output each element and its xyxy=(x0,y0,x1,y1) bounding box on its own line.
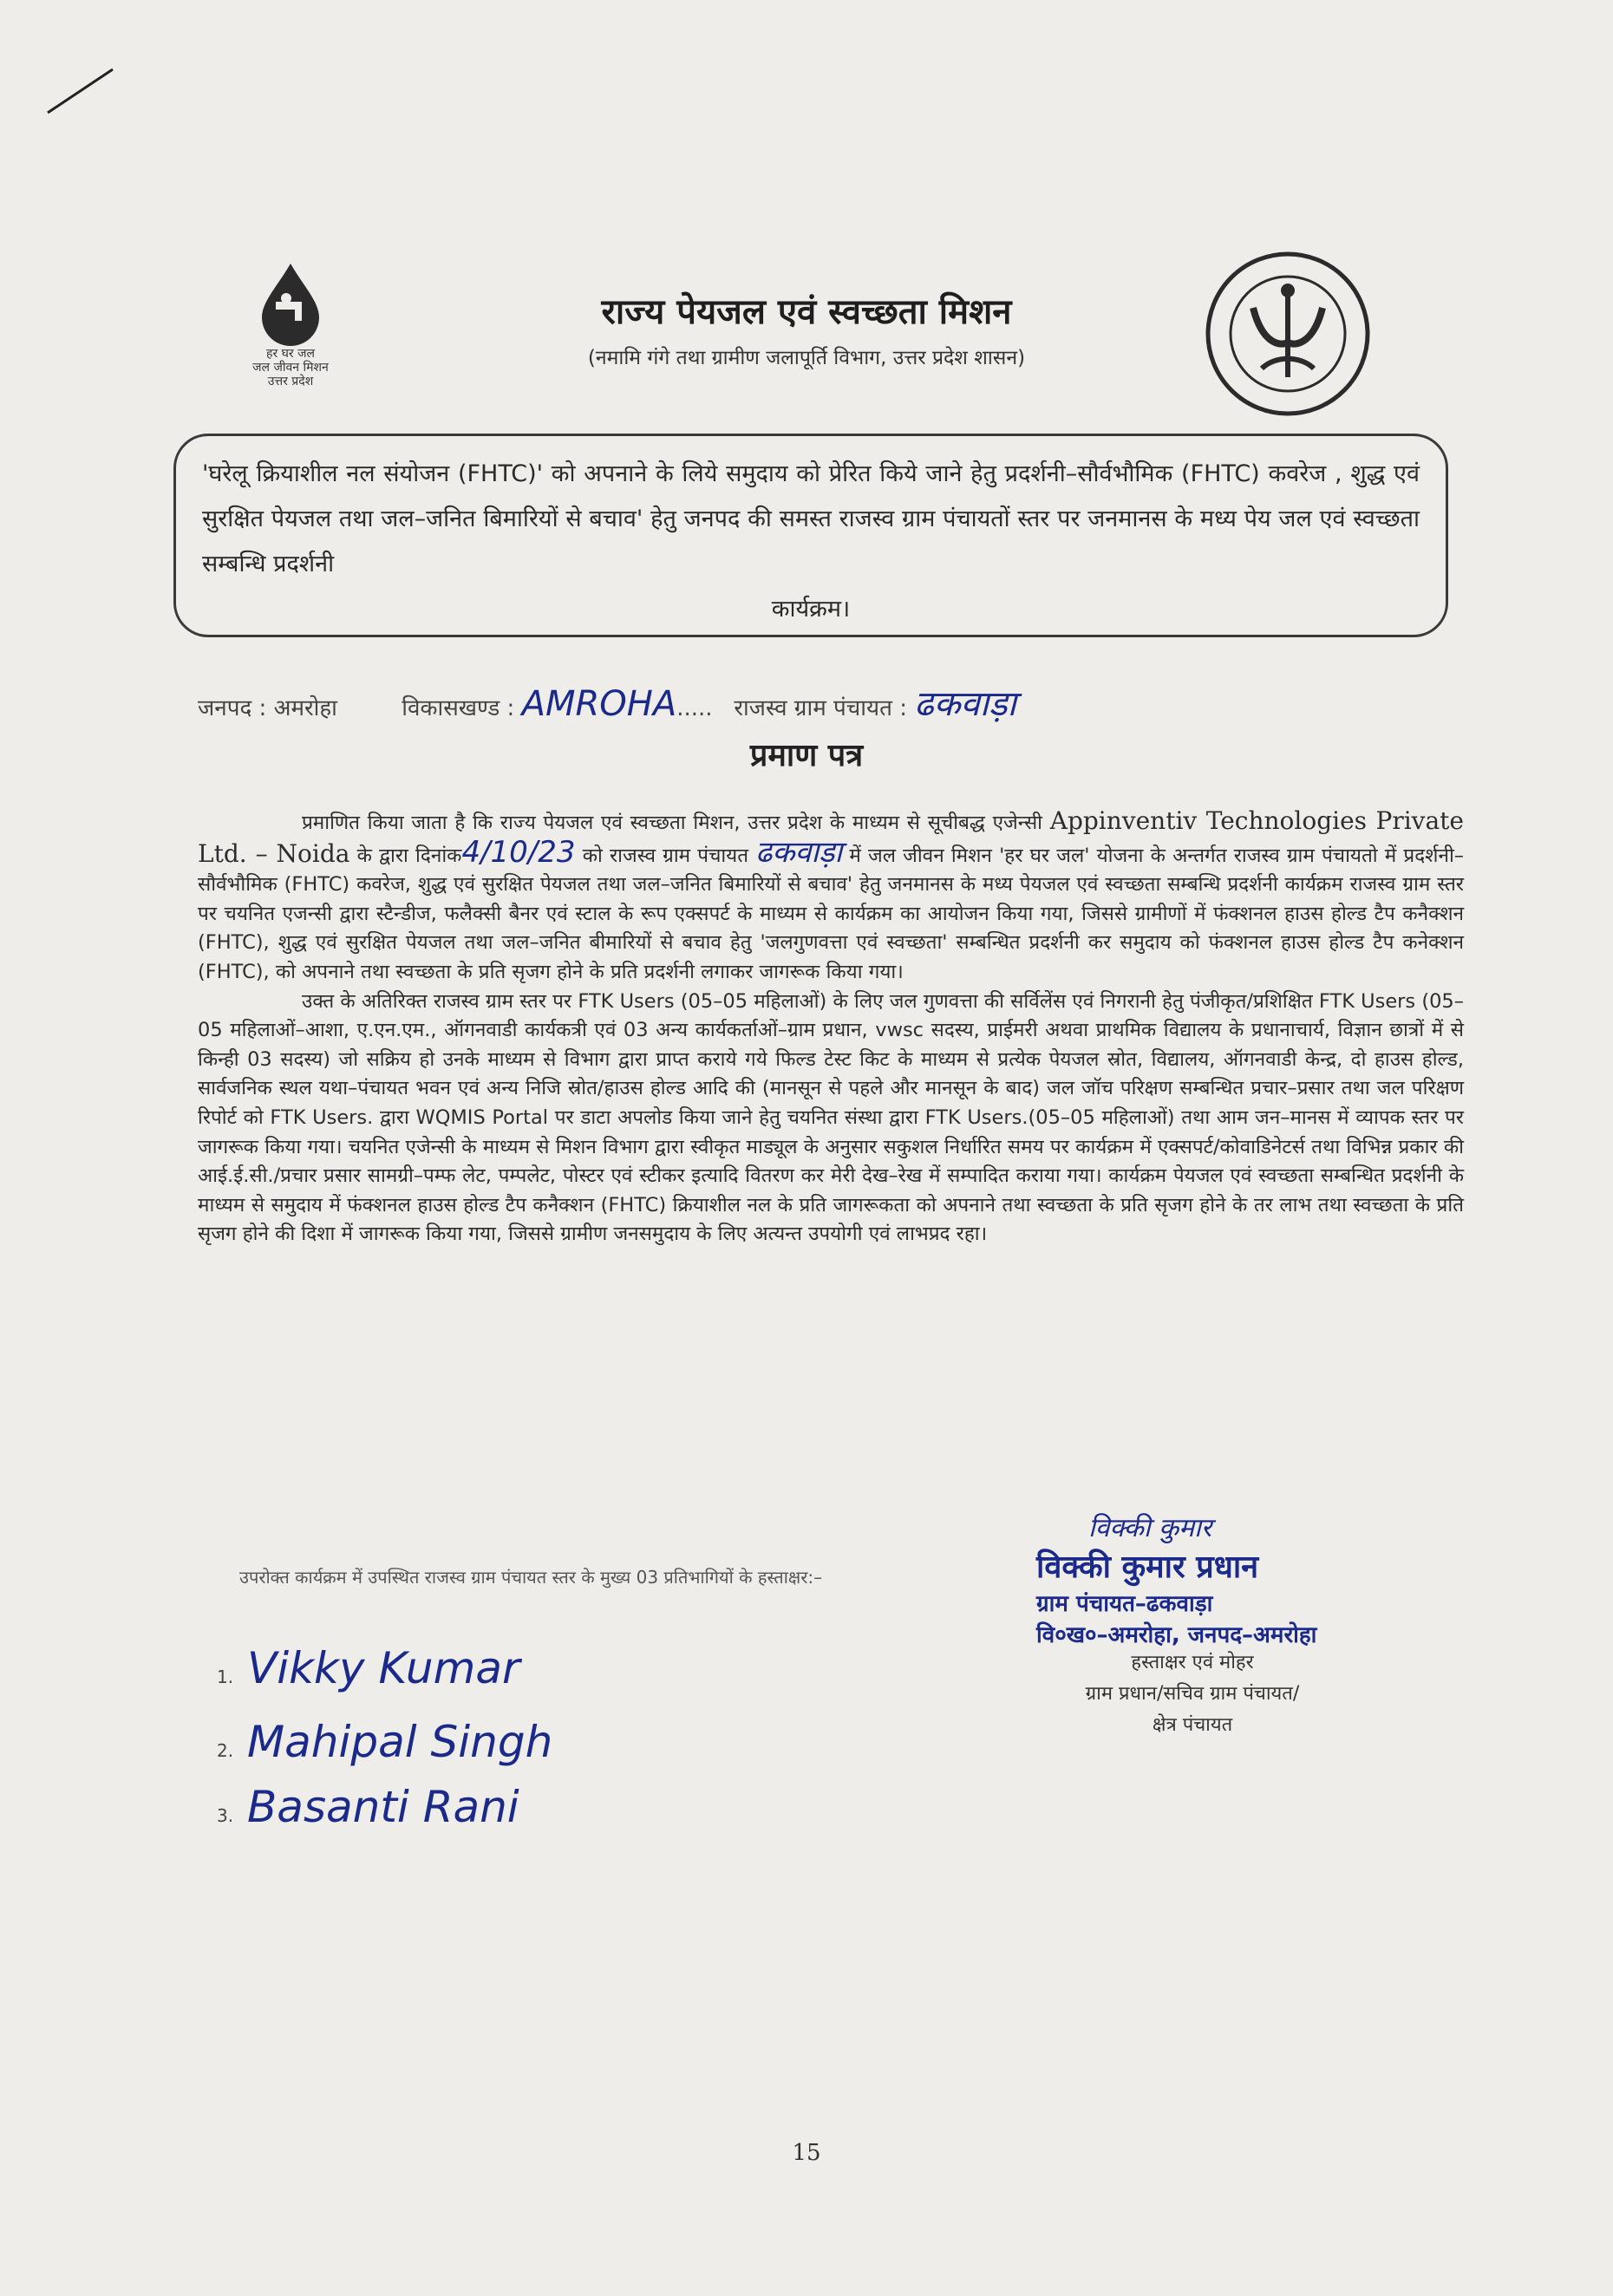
up-government-seal-icon xyxy=(1201,247,1375,421)
signature-note: उपरोक्त कार्यक्रम में उपस्थित राजस्व ग्राम पंचायत स्तर के मुख्य 03 प्रतिभागियों के हस्ताक्षर:– xyxy=(239,1567,823,1588)
panchayat-label: राजस्व ग्राम पंचायत : xyxy=(734,695,907,721)
program-title-line-2: प्रदर्शनी–सौर्वभौमिक (FHTC) कवरेज , शुद्ध एवं सुरक्षित पेयजल तथा जल–जनित बिमारियों से बचाव' हेतु xyxy=(202,460,1420,532)
agency-name: Appinventiv Technologies Private Ltd. – Noida xyxy=(198,806,1464,868)
p1-panchayat-label: को राजस्व ग्राम पंचायत xyxy=(582,844,749,867)
stamp-line-3: वि०ख०–अमरोहा, जनपद–अमरोहा xyxy=(1036,1622,1317,1648)
location-line xyxy=(198,678,1429,726)
pradhan-stamp xyxy=(1036,1509,1444,1649)
stamp-line-1: विक्की कुमार प्रधान xyxy=(1036,1549,1259,1585)
pen-mark-icon xyxy=(43,65,121,117)
logo-caption-1: हर घर जल xyxy=(266,347,315,361)
witness-2-number: 2. xyxy=(217,1740,234,1761)
body-paragraph-2: उक्त के अतिरिक्त राजस्व ग्राम स्तर पर FTK Users (05–05 महिलाओं) के लिए जल गुणवत्ता की सर्विलेंस एवं निगरानी हेतु पंजीकृत/प्रशिक्षित FTK Users (05–05 महिलाओं–आशा, ए.एन.एम., ऑगनवाडी कार्यकत्री एवं 03 अन्य कार्यकर्ताओं–ग्राम प्रधान, vwsc सदस्य, प्राईमरी अथवा प्राथमिक विद्यालय के प्रधानाचार्य, विज्ञान छात्रों में से किन्ही 03 सदस्य) जो सक्रिय हो उनके माध्यम से विभाग द्वारा प्राप्त कराये गये फिल्ड टेस्ट किट के माध्यम से प्रत्येक पेयजल स्रोत, विद्यालय, ऑगनवाडी केन्द्र, दो हाउस होल्ड, सार्वजनिक स्थल यथा–पंचायत भवन एवं अन्य निजि स्रोत/हाउस होल्ड आदि की (मानसून से पहले और मानसून के बाद) जल जॉच परिक्षण सम्बन्धित प्रचार–प्रसार तथा जल परिक्षण रिपोर्ट को FTK Users. द्वारा WQMIS Portal पर डाटा अपलोड किया जाने हेतु चयनित संस्था द्वारा FTK Users.(05–05 महिलाओं) तथा आम जन–मानस में व्यापक स्तर पर जागरूक किया गया। चयनित एजेन्सी के माध्यम से मिशन विभाग द्वारा स्वीकृत माड्यूल के अनुसार सकुशल निर्धारित समय पर कार्यक्रम में एक्सपर्ट/कोवाडिनेटर्स तथा विभिन्न प्रकार की आई.ई.सी./प्रचार प्रसार सामग्री–पम्फ लेट, पम्पलेट, पोस्टर एवं स्टीकर इत्यादि वितरण कर मेरी देख–रेख में सम्पादित कराया गया। कार्यक्रम पेयजल एवं स्वच्छता सम्बन्धित प्रदर्शनी के माध्यम से समुदाय में फंक्शनल हाउस होल्ड टैप कनैक्शन (FHTC) क्रियाशील नल के प्रति जागरूकता को अपनाने तथा स्वच्छता के प्रति सृजग होने के तर लाभ तथा स्वच्छता के प्रति सृजग होने की दिशा में जागरूक किया गया, जिससे ग्रामीण जनसमुदाय के लिए अत्यन्त उपयोगी एवं लाभप्रद रहा। xyxy=(198,989,1464,1246)
certificate-body xyxy=(198,806,1464,1249)
witness-2-name: Mahipal Singh xyxy=(247,1717,553,1767)
witness-3-number: 3. xyxy=(217,1805,234,1826)
p1-panchayat-value: ढकवाड़ा xyxy=(755,834,843,870)
program-title-line-4: कार्यक्रम। xyxy=(771,596,851,623)
witness-3 xyxy=(217,1782,519,1832)
stamp-line-2: ग्राम पंचायत–ढकवाड़ा xyxy=(1036,1591,1213,1617)
certificate-title: प्रमाण पत्र xyxy=(749,738,864,773)
witness-1-name: Vikky Kumar xyxy=(247,1643,520,1693)
seal-line-3: क्षेत्र पंचायत xyxy=(1152,1714,1233,1736)
program-title-line-1: 'घरेलू क्रियाशील नल संयोजन (FHTC)' को अपनाने के लिये समुदाय को प्रेरित किये जाने हेतु xyxy=(202,460,996,487)
seal-line-2: ग्राम प्रधान/सचिव ग्राम पंचायत/ xyxy=(1085,1683,1300,1705)
p1-rest: में जल जीवन मिशन 'हर घर जल' योजना के अन्तर्गत राजस्व ग्राम पंचायतो में प्रदर्शनी–सौर्वभौमिक (FHTC) कवरेज, शुद्ध एवं सुरक्षित पेयजल तथा जल–जनित बिमारियों से बचाव' हेतु जनमानस के मध्य पेयजल एवं स्वच्छता सम्बन्धि प्रदर्शनी कार्यक्रम राजस्व ग्राम स्तर पर चयनित एजन्सी द्वारा स्टैन्डीज, फलैक्सी बैनर एवं स्टाल के रूप एक्सपर्ट के माध्यम से कार्यक्रम का आयोजन किया गया, जिससे ग्रामीणों में फंक्शनल हाउस होल्ड टैप कनैक्शन (FHTC), शुद्ध एवं सुरक्षित पेयजल तथा जल–जनित बीमारियों से बचाव हेतु 'जलगुणवत्ता एवं स्वच्छता' सम्बन्धित प्रदर्शनी कर समुदाय को फंक्शनल हाउस होल्ड टैप कनेक्शन (FHTC), को अपनाने तथा स्वच्छता के प्रति सृजग होने के प्रति प्रदर्शनी लगाकर जागरूक किया गया। xyxy=(198,844,1465,983)
program-title-line-3: जनपद की समस्त राजस्व ग्राम पंचायतों स्तर पर जनमानस के मध्य पेय जल एवं स्वच्छता सम्बन्धि प्रदर्शनी xyxy=(202,506,1420,577)
witness-3-name: Basanti Rani xyxy=(247,1782,519,1832)
mission-title: राज्य पेयजल एवं स्वच्छता मिशन xyxy=(601,291,1012,332)
seal-instructions xyxy=(997,1647,1388,1741)
pradhan-signature: विक्की कुमार xyxy=(1088,1513,1212,1543)
body-paragraph-1 xyxy=(198,806,1464,988)
panchayat-value: ढकवाड़ा xyxy=(914,684,1016,724)
witness-1-number: 1. xyxy=(217,1667,234,1687)
page-number: 15 xyxy=(792,2140,821,2166)
district-label: जनपद : अमरोहा xyxy=(198,695,337,721)
p1-date-label: के द्वारा दिनांक xyxy=(356,844,462,867)
witness-1 xyxy=(217,1643,520,1693)
block-label: विकासखण्ड : xyxy=(402,695,515,721)
p1-intro: प्रमाणित किया जाता है कि राज्य पेयजल एवं स्वच्छता मिशन, उत्तर प्रदेश के माध्यम से सूचीबद्ध एजेन्सी xyxy=(302,812,1043,834)
witness-2 xyxy=(217,1717,552,1767)
seal-line-1: हस्ताक्षर एवं मोहर xyxy=(1131,1652,1254,1673)
logo-caption-3: उत्तर प्रदेश xyxy=(267,375,314,388)
mission-subtitle: (नमामि गंगे तथा ग्रामीण जलापूर्ति विभाग, उत्तर प्रदेश शासन) xyxy=(587,347,1026,369)
program-title-box xyxy=(173,434,1448,637)
program-date: 4/10/23 xyxy=(461,834,576,870)
block-value: AMROHA xyxy=(521,684,677,724)
block-dots: ..... xyxy=(676,695,713,721)
logo-caption-2: जल जीवन मिशन xyxy=(252,361,329,375)
